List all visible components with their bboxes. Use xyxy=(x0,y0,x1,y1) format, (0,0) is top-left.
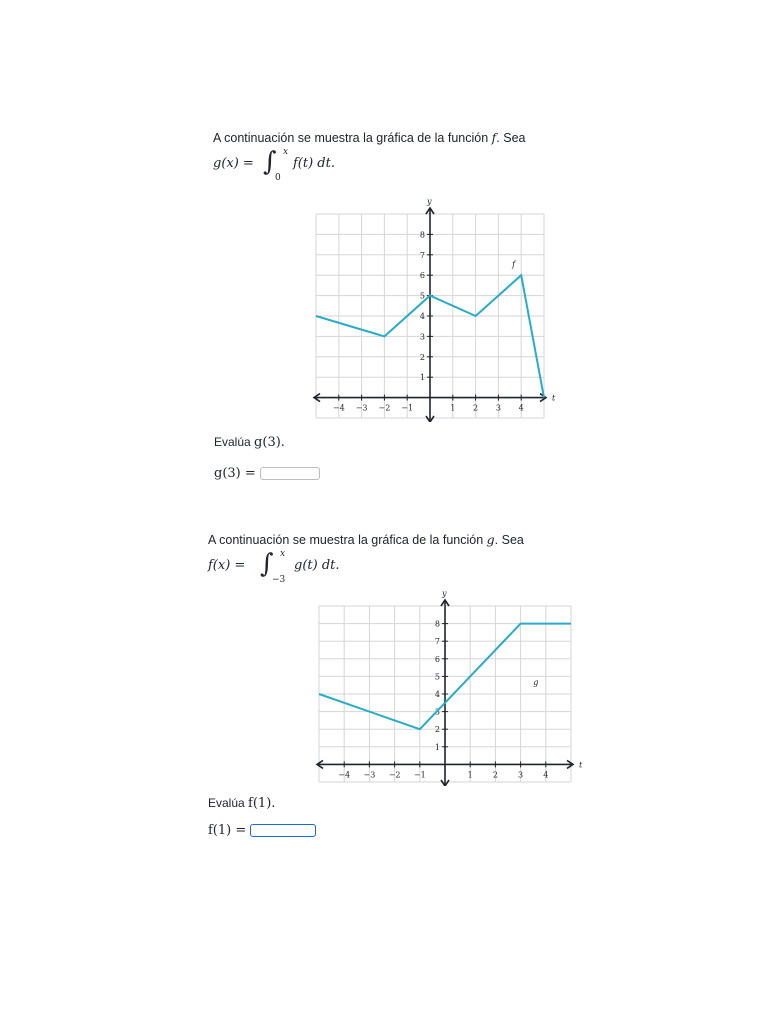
p1-y-tick-label: 7 xyxy=(419,250,425,260)
p2-y-tick-label: 6 xyxy=(434,654,440,664)
p2-intro xyxy=(208,532,524,584)
p2-y-tick-label: 7 xyxy=(434,637,440,647)
p1-intro xyxy=(213,130,525,182)
p1-y-axis-label: y xyxy=(427,197,432,206)
p1-y-tick-label: 8 xyxy=(419,230,425,240)
p1-annotation: f xyxy=(512,260,516,270)
p2-y-tick-label: 8 xyxy=(434,619,440,629)
p2-y-tick-label: 3 xyxy=(434,707,440,717)
p1-y-tick-label: 4 xyxy=(419,312,425,321)
p1-intro-sentence xyxy=(213,130,525,146)
p2-formula xyxy=(208,549,524,585)
p2-x-tick-label: 3 xyxy=(518,770,524,780)
p1-y-tick-label: 1 xyxy=(419,373,425,383)
p2-x-tick-label: −4 xyxy=(338,770,351,780)
p2-graph-svg xyxy=(315,588,587,786)
p1-x-tick-label: 1 xyxy=(450,403,456,413)
p1-x-tick-label: 2 xyxy=(473,403,479,413)
p1-intro-text: A continuación se muestra la gráfica de la función xyxy=(213,131,489,145)
p1-answer xyxy=(214,466,320,481)
p2-intro-text: A continuación se muestra la gráfica de la función xyxy=(208,533,484,547)
p2-annotation: g xyxy=(533,678,539,688)
p2-answer-input[interactable] xyxy=(250,824,316,837)
p2-x-tick-label: −3 xyxy=(363,770,376,780)
p1-intro-end: . Sea xyxy=(496,131,526,145)
p1-graph-svg xyxy=(312,196,560,422)
p1-x-tick-label: −3 xyxy=(355,403,368,413)
p2-x-tick-label: 1 xyxy=(467,770,473,780)
p1-x-tick-label: −2 xyxy=(378,403,391,413)
p1-intro-var: f xyxy=(491,130,497,145)
p2-y-tick-label: 1 xyxy=(434,742,440,752)
p2-x-tick-label: 2 xyxy=(492,770,498,780)
p1-integral-upper: x xyxy=(283,147,289,157)
p1-prompt-text: Evalúa xyxy=(214,435,251,449)
p2-x-tick-label: −1 xyxy=(413,770,426,780)
p2-prompt xyxy=(208,796,275,811)
p2-x-axis-label: t xyxy=(579,760,583,770)
p2-y-axis-label: y xyxy=(442,589,447,598)
p1-graph xyxy=(312,196,560,422)
p1-prompt-expr: g(3). xyxy=(254,435,285,450)
p1-y-tick-label: 5 xyxy=(419,291,425,301)
p2-formula-lhs: f(x) = xyxy=(208,558,246,573)
p2-x-tick-label: −2 xyxy=(388,770,401,780)
p2-prompt-text: Evalúa xyxy=(208,796,245,810)
p2-x-tick-label: 4 xyxy=(543,770,549,780)
p2-integral-sign: ∫ xyxy=(260,549,274,579)
p1-x-tick-label: −4 xyxy=(332,403,345,413)
p1-formula xyxy=(213,147,525,183)
p1-y-tick-label: 6 xyxy=(419,271,425,281)
p1-prompt xyxy=(214,435,285,450)
p1-x-tick-label: 3 xyxy=(495,403,501,413)
p1-integral-sign: ∫ xyxy=(263,147,277,177)
p1-formula-lhs: g(x) = xyxy=(213,156,254,171)
p1-x-tick-label: 4 xyxy=(518,403,524,413)
p2-prompt-expr: f(1). xyxy=(248,796,276,811)
p2-graph xyxy=(315,588,587,786)
p1-y-tick-label: 2 xyxy=(419,352,425,362)
p2-y-tick-label: 4 xyxy=(434,690,440,699)
p2-y-tick-label: 2 xyxy=(434,725,440,735)
p1-integrand: f(t) dt. xyxy=(293,156,335,171)
p2-intro-sentence xyxy=(208,532,524,548)
p2-answer xyxy=(208,823,316,838)
p1-answer-label: g(3) = xyxy=(214,466,256,481)
p2-intro-var: g xyxy=(486,532,495,547)
p2-intro-end: . Sea xyxy=(494,533,524,547)
p1-integral-lower: 0 xyxy=(275,173,281,183)
p2-answer-label: f(1) = xyxy=(208,823,247,838)
p2-integrand: g(t) dt. xyxy=(294,558,340,573)
p2-integral-upper: x xyxy=(280,549,286,559)
p1-y-tick-label: 3 xyxy=(419,332,425,342)
p1-answer-input[interactable] xyxy=(260,467,320,480)
p2-integral-lower: −3 xyxy=(272,575,286,585)
p1-x-axis-label: t xyxy=(552,393,556,403)
p2-y-tick-label: 5 xyxy=(434,672,440,682)
p1-x-tick-label: −1 xyxy=(401,403,414,413)
